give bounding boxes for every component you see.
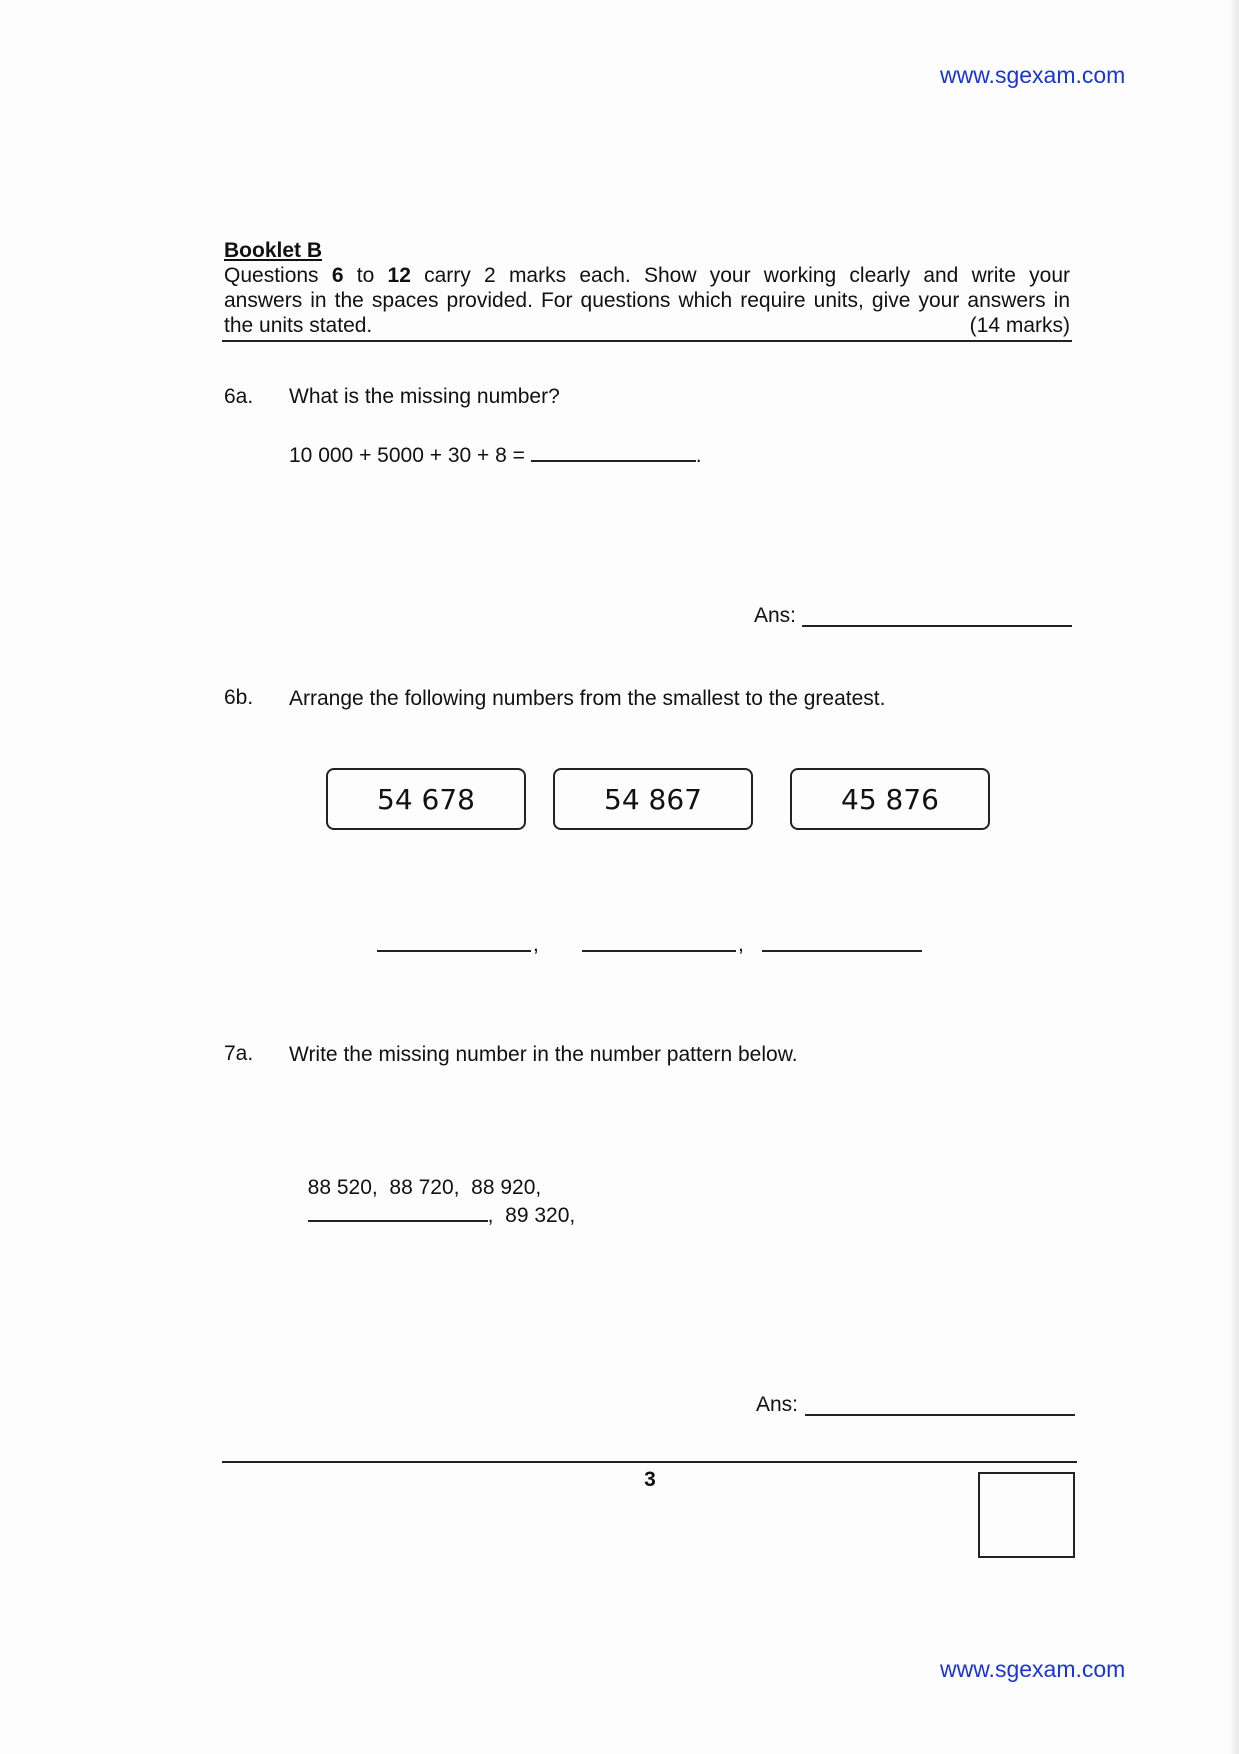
q7a-question: Write the missing number in the number pattern below. (289, 1043, 798, 1066)
q6b-number-box-2: 54 867 (553, 768, 753, 830)
header-divider (222, 340, 1072, 342)
marks-score-box (978, 1472, 1075, 1558)
booklet-instructions-line3: the units stated. (224, 314, 373, 337)
booklet-marks: (14 marks) (969, 314, 1070, 337)
q6a-answer-line[interactable] (802, 625, 1072, 627)
q7a-pattern (296, 1150, 575, 1228)
q7a-pattern-end: , 89 320, (487, 1204, 576, 1227)
q7a-ans-label: Ans: (756, 1393, 799, 1416)
footer-website-link[interactable]: www.sgexam.com (940, 1656, 1126, 1682)
q6b-question: Arrange the following numbers from the smallest to the greatest. (289, 687, 886, 710)
q6b-answer-line-2[interactable] (582, 950, 736, 952)
q7a-number: 7a. (224, 1042, 254, 1065)
instr-text-a: Questions (224, 264, 319, 287)
page-edge-shadow (1229, 0, 1239, 1754)
q6b-separator-1: , (533, 933, 539, 956)
q7a-pattern-start: 88 520, 88 720, 88 920, (307, 1176, 542, 1199)
q7a-pattern-blank[interactable] (308, 1200, 488, 1222)
instr-q-from: 6 (331, 264, 344, 287)
header-website-link[interactable]: www.sgexam.com (940, 62, 1126, 88)
q6a-equation-blank[interactable] (531, 440, 696, 462)
q6b-answer-line-3[interactable] (762, 950, 922, 952)
q6a-equation-end: . (695, 444, 702, 467)
q6a-number: 6a. (224, 385, 254, 408)
q6a-ans-label: Ans: (754, 604, 797, 627)
q7a-answer-line[interactable] (805, 1414, 1075, 1416)
q6b-number: 6b. (224, 686, 254, 709)
q6a-equation (289, 440, 702, 468)
instr-to: to (356, 264, 375, 287)
footer-divider (222, 1461, 1077, 1463)
page-number: 3 (644, 1468, 656, 1491)
q6b-answer-line-1[interactable] (377, 950, 531, 952)
booklet-instructions-line2: answers in the spaces provided. For questions which require units, give your answers in (224, 289, 1070, 312)
q6a-question: What is the missing number? (289, 385, 560, 408)
booklet-instructions-line1 (224, 263, 1070, 288)
q6b-number-box-1: 54 678 (326, 768, 526, 830)
booklet-title: Booklet B (224, 239, 323, 262)
q6a-equation-text: 10 000 + 5000 + 30 + 8 = (289, 444, 525, 467)
instr-q-to: 12 (387, 264, 411, 287)
q6b-number-box-3: 45 876 (790, 768, 990, 830)
q6b-separator-2: , (738, 933, 744, 956)
instr-text-b: carry 2 marks each. Show your working clearly and write your (424, 264, 1071, 287)
